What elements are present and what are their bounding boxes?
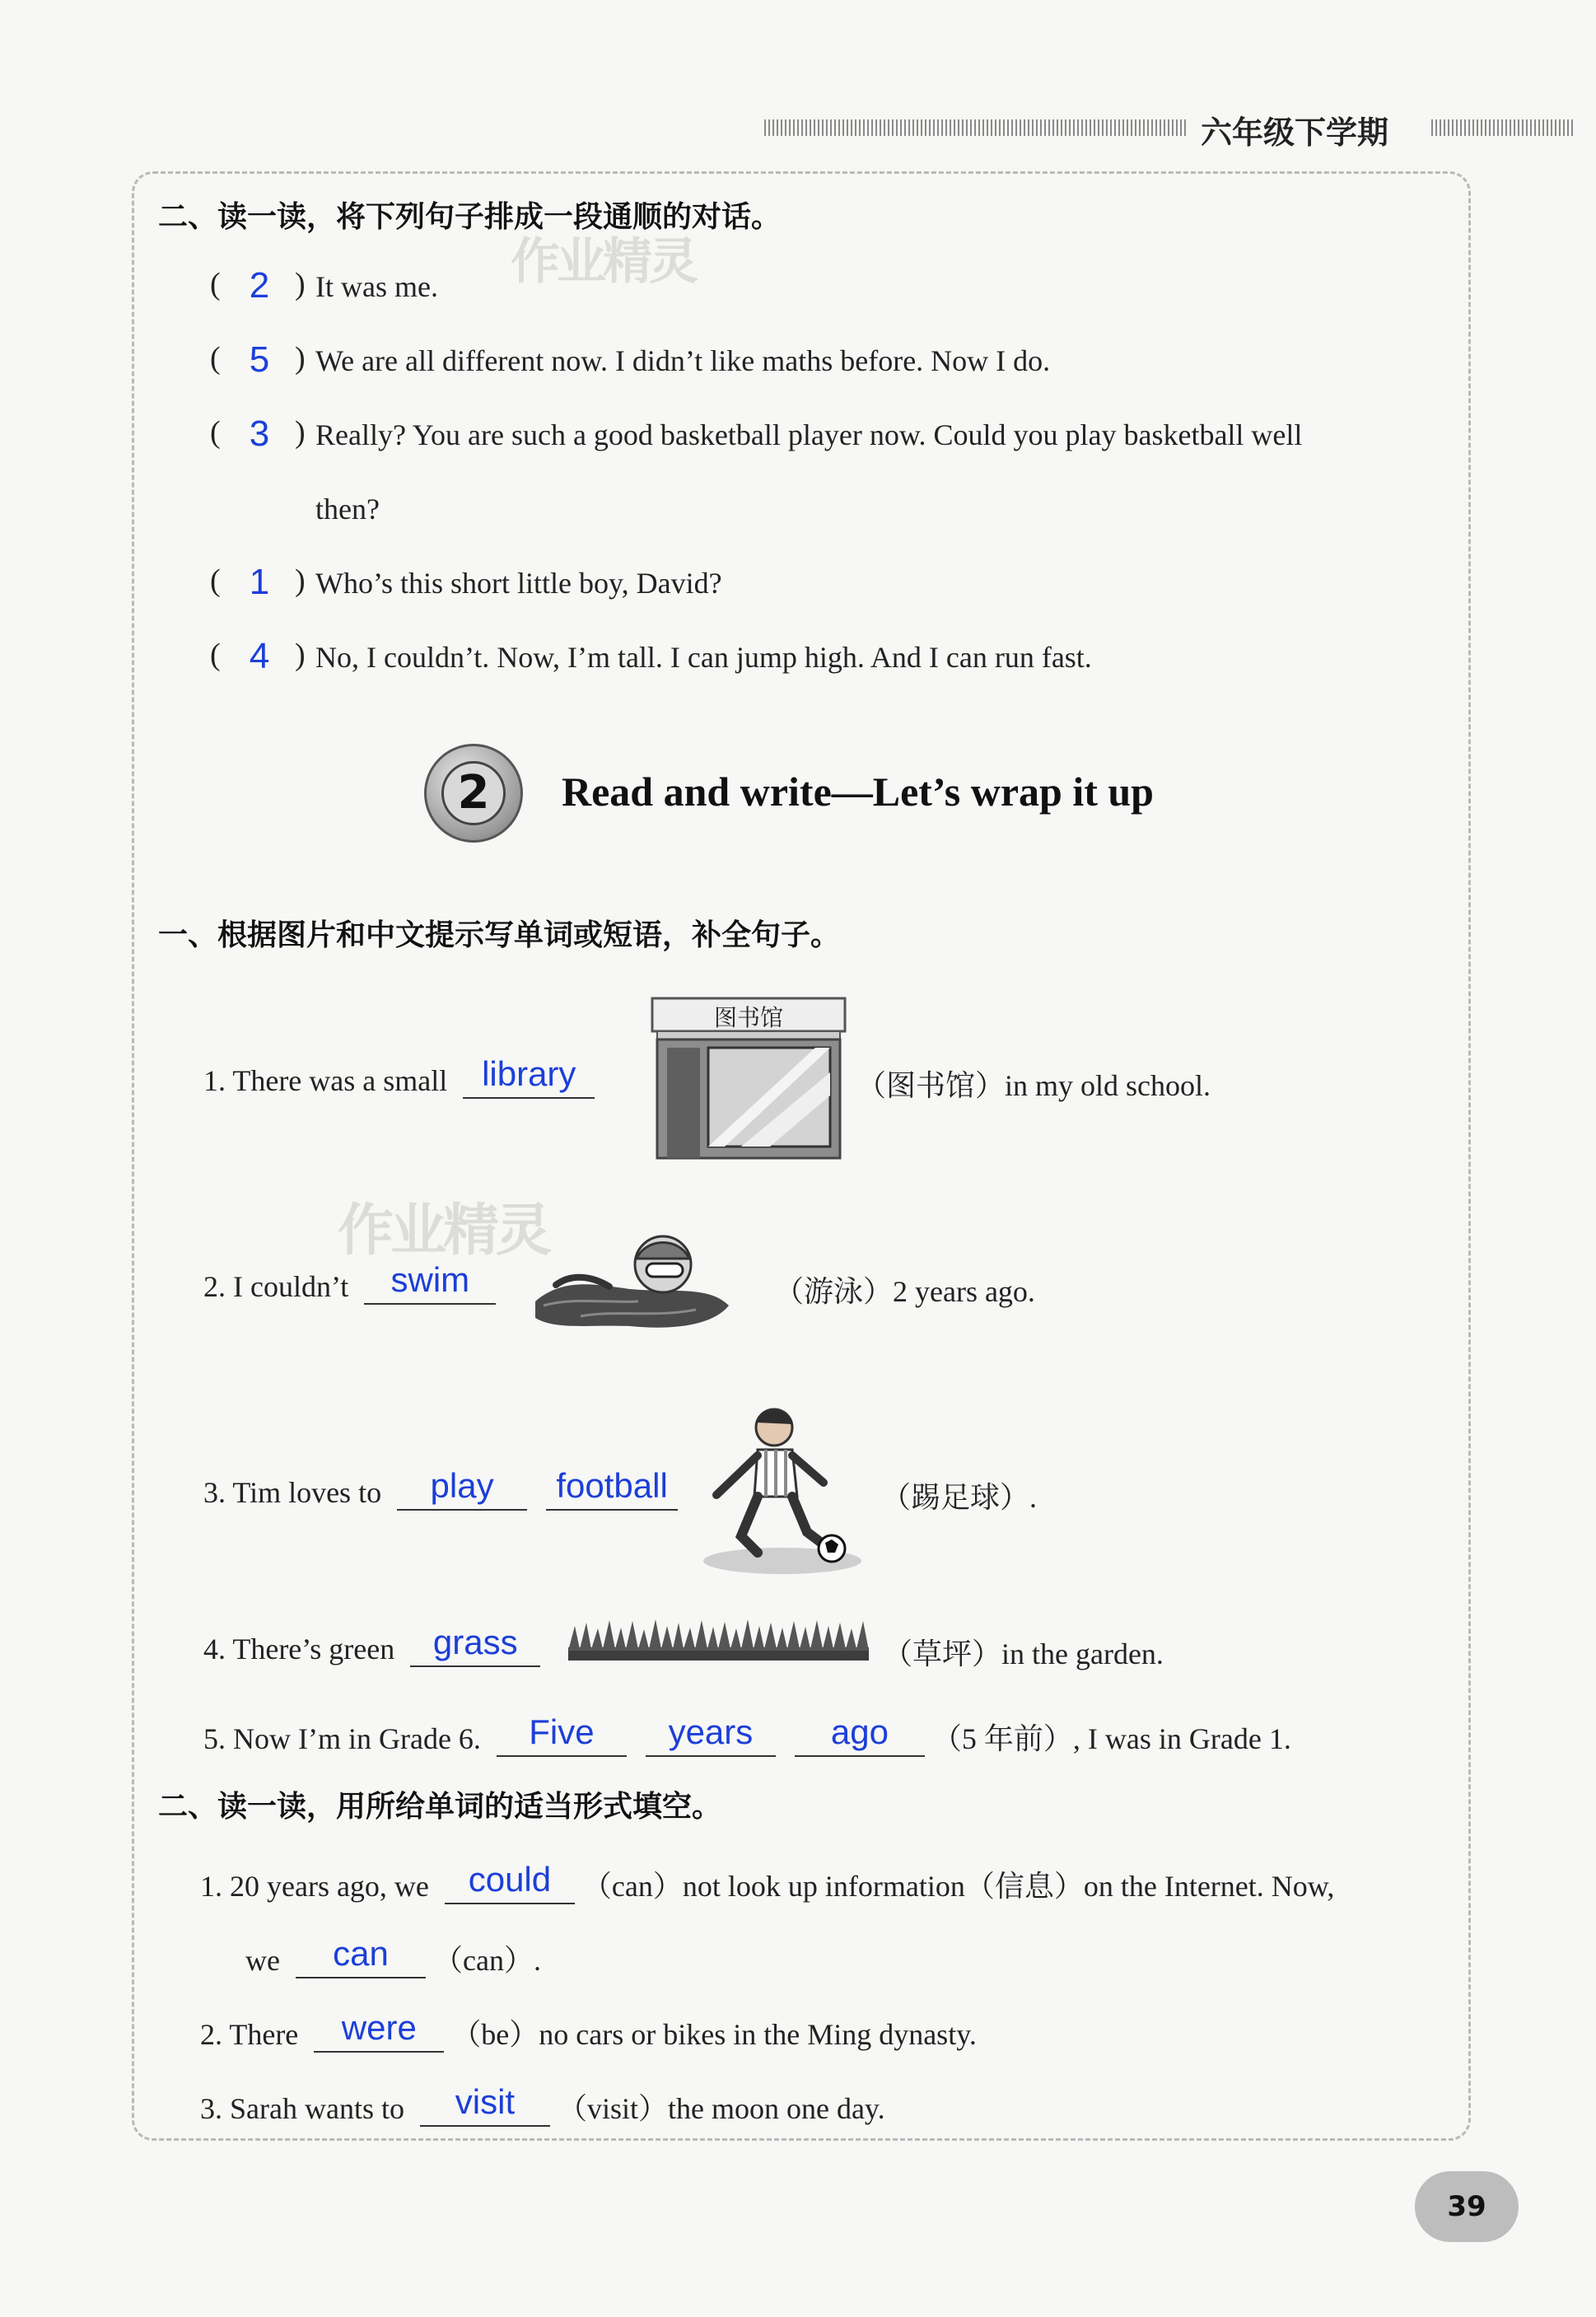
library-building-icon <box>651 997 847 1160</box>
watermark: 作业精灵 <box>338 1198 549 1264</box>
chinese-hint: （踢足球）. <box>881 1481 1038 1514</box>
answer-text: years <box>668 1712 754 1751</box>
answer-text: visit <box>455 2082 516 2121</box>
dialogue-line-continued: then? <box>315 493 380 526</box>
exercise-item-continued <box>245 1934 541 1979</box>
answer-blank <box>420 2082 550 2127</box>
order-answer: 1 <box>249 562 270 602</box>
exercise-item <box>203 1260 496 1305</box>
answer-text: could <box>468 1860 552 1899</box>
dialogue-line: No, I couldn’t. Now, I’m tall. I can jump high. And I can run fast. <box>315 641 1092 674</box>
answer-text: grass <box>432 1623 518 1661</box>
exercise-item <box>203 1466 678 1511</box>
answer-blank <box>795 1712 925 1757</box>
item-suffix: （visit）the moon one day. <box>557 2092 885 2125</box>
lesson-title: Read and write—Let’s wrap it up <box>562 768 1154 815</box>
exercise-item <box>203 1054 595 1099</box>
header-rule-right <box>1431 119 1575 136</box>
answer-blank <box>397 1466 527 1511</box>
item-prompt: 2. There <box>200 2018 299 2051</box>
answer-blank <box>410 1623 540 1667</box>
section-heading: 二、读一读，将下列句子排成一段通顺的对话。 <box>158 200 782 234</box>
answer-blank <box>314 2008 444 2053</box>
item-prompt: we <box>245 1944 280 1977</box>
exercise-item <box>203 1623 540 1667</box>
answer-blank <box>463 1054 595 1099</box>
order-answer: 4 <box>249 636 270 676</box>
grass-icon <box>568 1616 869 1665</box>
chinese-hint: （游泳）2 years ago. <box>774 1275 1035 1308</box>
item-prompt: 1. 20 years ago, we <box>200 1870 429 1903</box>
answer-text: ago <box>830 1712 889 1751</box>
item-prompt: 2. I couldn’t <box>203 1270 349 1303</box>
library-sign: 图书馆 <box>713 1004 783 1031</box>
dialogue-line: Really? You are such a good basketball player now. Could you play basketball well <box>315 418 1303 451</box>
swimmer-icon <box>531 1227 733 1343</box>
item-suffix: （can）not look up information（信息）on the Internet. Now, <box>581 1870 1335 1903</box>
answer-text: swim <box>390 1260 470 1299</box>
answer-text: play <box>430 1466 494 1505</box>
exercise-item <box>200 1860 1335 1905</box>
answer-blank <box>497 1712 627 1757</box>
item-prompt: 4. There’s green <box>203 1633 395 1665</box>
dialogue-line: We are all different now. I didn’t like maths before. Now I do. <box>315 344 1051 377</box>
answer-text: library <box>482 1054 576 1093</box>
answer-blank <box>445 1860 575 1904</box>
chinese-hint: （图书馆）in my old school. <box>856 1069 1211 1102</box>
answer-text: football <box>556 1466 668 1505</box>
watermark: 作业精灵 <box>511 233 695 291</box>
item-prompt: 3. Sarah wants to <box>200 2092 404 2125</box>
section-heading: 二、读一读，用所给单词的适当形式填空。 <box>158 1790 722 1824</box>
answer-text: can <box>333 1934 389 1973</box>
grade-title: 六年级下学期 <box>1201 114 1389 151</box>
dialogue-line: Who’s this short little boy, David? <box>315 567 722 600</box>
section-heading: 一、根据图片和中文提示写单词或短语，补全句子。 <box>158 918 841 952</box>
exercise-item <box>203 1712 1291 1758</box>
answer-blank <box>364 1260 496 1305</box>
page-number: 39 <box>1415 2171 1519 2242</box>
item-prompt: 5. Now I’m in Grade 6. <box>203 1722 481 1755</box>
dialogue-line: It was me. <box>315 270 438 303</box>
item-suffix: （be）no cars or bikes in the Ming dynasty. <box>451 2018 977 2051</box>
answer-blank <box>546 1466 678 1511</box>
lesson-number-badge <box>424 744 523 843</box>
lesson-number: 2 <box>441 761 506 825</box>
answer-blank <box>296 1934 426 1978</box>
chinese-hint: （5 年前）, I was in Grade 1. <box>931 1722 1291 1755</box>
order-answer: 5 <box>249 339 270 380</box>
item-suffix: （can）. <box>432 1944 541 1977</box>
answer-text: Five <box>529 1712 595 1751</box>
exercise-item <box>200 2008 977 2053</box>
chinese-hint: （草坪）in the garden. <box>883 1637 1164 1670</box>
answer-text: were <box>341 2008 417 2047</box>
order-answer: 3 <box>249 413 270 454</box>
item-prompt: 1. There was a small <box>203 1064 448 1097</box>
answer-blank <box>646 1712 776 1757</box>
exercise-item <box>200 2082 885 2128</box>
football-player-icon <box>700 1404 865 1577</box>
order-answer: 2 <box>249 265 270 306</box>
item-prompt: 3. Tim loves to <box>203 1476 382 1509</box>
header-rule-left <box>764 119 1188 136</box>
